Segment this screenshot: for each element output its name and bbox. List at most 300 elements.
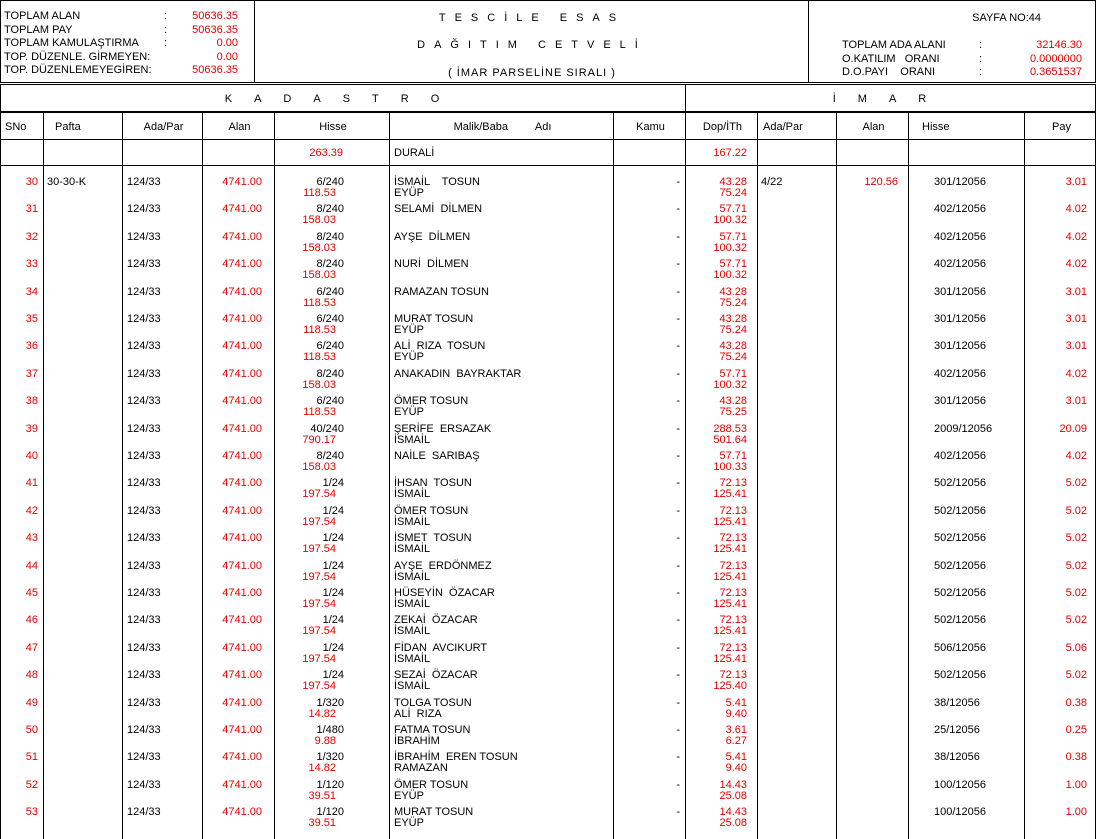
row-dop-area: 75.24 bbox=[719, 351, 747, 364]
row-hisse: 1/320 bbox=[316, 751, 344, 764]
row-imar-hisse: 301/12056 bbox=[934, 313, 986, 325]
row-dop: 72.13 bbox=[719, 669, 747, 682]
row-kamu: - bbox=[676, 450, 680, 462]
ada-info-row bbox=[842, 39, 1082, 53]
ada-info bbox=[810, 1, 1097, 84]
row-sno: 40 bbox=[25, 450, 38, 462]
row-pay: 3.01 bbox=[1065, 285, 1087, 298]
row-sno: 33 bbox=[25, 258, 38, 271]
summary-value: 0.00 bbox=[216, 37, 238, 49]
row-hisse-area: 158.03 bbox=[302, 269, 336, 282]
row-dop-area: 125.41 bbox=[713, 543, 747, 556]
row-imar-hisse: 100/12056 bbox=[934, 778, 986, 791]
row-owner-name: ANAKADIN BAYRAKTAR bbox=[394, 367, 522, 380]
row-hisse-area: 118.53 bbox=[303, 187, 336, 199]
row-alan: 4741.00 bbox=[222, 230, 262, 243]
row-imar-hisse: 506/12056 bbox=[934, 641, 986, 654]
row-ada-par: 124/33 bbox=[127, 806, 161, 819]
grid-line bbox=[1095, 112, 1096, 839]
row-hisse: 8/240 bbox=[316, 230, 344, 243]
row-hisse: 1/24 bbox=[322, 504, 344, 517]
row-sno: 31 bbox=[25, 203, 38, 216]
ada-info-label: O.KATILIM ORANI bbox=[842, 52, 940, 65]
row-dop-area: 125.41 bbox=[713, 515, 747, 528]
row-imar-hisse: 402/12056 bbox=[934, 230, 986, 243]
row-sno: 37 bbox=[25, 367, 38, 380]
row-kamu: - bbox=[676, 313, 680, 325]
row-kamu: - bbox=[676, 559, 680, 572]
col-hisse: Hisse bbox=[319, 121, 347, 133]
row-owner-name: İBRAHİM EREN TOSUN bbox=[394, 751, 518, 764]
section-kadastro-label: KADASTRO bbox=[224, 93, 462, 105]
row-hisse-area: 197.54 bbox=[302, 543, 336, 556]
row-dop-area: 6.27 bbox=[725, 735, 747, 747]
row-hisse-area: 39.51 bbox=[308, 817, 336, 830]
ada-info-colon: : bbox=[979, 66, 983, 78]
row-pay: 4.02 bbox=[1065, 367, 1087, 380]
row-ada-par: 124/33 bbox=[127, 313, 161, 325]
row-father-name: İSMAİL bbox=[394, 625, 431, 638]
row-hisse: 1/480 bbox=[316, 724, 344, 736]
row-kamu: - bbox=[676, 340, 680, 353]
row-hisse: 6/240 bbox=[316, 176, 344, 188]
row-ada-par: 124/33 bbox=[127, 751, 161, 764]
row-hisse-area: 158.03 bbox=[302, 461, 336, 473]
row-father-name: EYÜP bbox=[394, 789, 424, 802]
summary-label: TOPLAM ALAN bbox=[4, 10, 81, 22]
row-pay: 3.01 bbox=[1065, 340, 1087, 353]
row-alan: 4741.00 bbox=[222, 641, 262, 654]
row-sno: 38 bbox=[25, 395, 38, 408]
row-hisse: 6/240 bbox=[316, 313, 344, 325]
row-dop-area: 100.32 bbox=[713, 269, 747, 282]
col-imar-adapar: Ada/Par bbox=[763, 121, 803, 133]
grid-line bbox=[122, 112, 123, 839]
grid-line bbox=[757, 112, 758, 839]
row-imar-hisse: 502/12056 bbox=[934, 587, 986, 599]
row-dop-area: 75.24 bbox=[719, 324, 747, 336]
row-pay: 20.09 bbox=[1059, 422, 1087, 435]
row-alan: 4741.00 bbox=[222, 477, 262, 490]
row-hisse: 8/240 bbox=[316, 258, 344, 271]
row-pay: 5.02 bbox=[1065, 504, 1087, 517]
ada-info-row bbox=[842, 53, 1082, 67]
row-dop: 43.28 bbox=[719, 340, 747, 353]
row-ada-par: 124/33 bbox=[127, 340, 161, 353]
row-dop-area: 100.33 bbox=[713, 461, 747, 473]
row-father-name: RAMAZAN bbox=[394, 762, 448, 775]
summary-row bbox=[4, 10, 254, 24]
row-hisse-area: 197.54 bbox=[302, 598, 336, 610]
col-kamu: Kamu bbox=[636, 121, 665, 133]
row-dop: 43.28 bbox=[719, 176, 747, 188]
row-owner-name: İHSAN TOSUN bbox=[394, 477, 472, 490]
row-kamu: - bbox=[676, 724, 680, 736]
row-hisse-area: 158.03 bbox=[302, 214, 336, 227]
summary-label: TOP. DÜZENLEMEYEGİREN: bbox=[4, 64, 152, 76]
summary-value: 0.00 bbox=[216, 50, 238, 63]
row-hisse-area: 790.17 bbox=[302, 433, 336, 446]
row-hisse: 8/240 bbox=[316, 450, 344, 462]
summary-value: 50636.35 bbox=[192, 23, 238, 36]
row-kamu: - bbox=[676, 258, 680, 271]
row-hisse-area: 197.54 bbox=[302, 488, 336, 501]
row-sno: 32 bbox=[25, 230, 38, 243]
row-alan: 4741.00 bbox=[222, 532, 262, 545]
row-imar-hisse: 38/12056 bbox=[934, 696, 980, 709]
row-dop-area: 125.41 bbox=[713, 570, 747, 583]
row-kamu: - bbox=[676, 532, 680, 545]
row-hisse: 8/240 bbox=[316, 203, 344, 216]
ada-info-value: 0.0000000 bbox=[1030, 52, 1082, 65]
row-dop-area: 125.41 bbox=[713, 598, 747, 610]
row-pay: 5.02 bbox=[1065, 559, 1087, 572]
row-kamu: - bbox=[676, 614, 680, 627]
row-ada-par: 124/33 bbox=[127, 230, 161, 243]
row-pay: 4.02 bbox=[1065, 203, 1087, 216]
row-hisse-area: 197.54 bbox=[302, 652, 336, 665]
row-ada-par: 124/33 bbox=[127, 285, 161, 298]
row-imar-hisse: 402/12056 bbox=[934, 450, 986, 462]
row-pay: 5.02 bbox=[1065, 669, 1087, 682]
row-father-name: İBRAHİM bbox=[394, 735, 440, 747]
row-imar-alan: 120.56 bbox=[864, 176, 898, 188]
row-dop: 288.53 bbox=[713, 422, 747, 435]
row-dop: 72.13 bbox=[719, 559, 747, 572]
row-dop-area: 501.64 bbox=[713, 433, 747, 446]
row-imar-hisse: 402/12056 bbox=[934, 258, 986, 271]
row-hisse-area: 39.51 bbox=[308, 789, 336, 802]
row-kamu: - bbox=[676, 669, 680, 682]
row-pay: 5.02 bbox=[1065, 477, 1087, 490]
row-dop-area: 25.08 bbox=[719, 817, 747, 830]
row-owner-name: SEZAİ ÖZACAR bbox=[394, 669, 478, 682]
row-dop-area: 100.32 bbox=[713, 241, 747, 254]
row-father-name: EYÜP bbox=[394, 817, 424, 830]
row-dop: 57.71 bbox=[719, 230, 747, 243]
row-dop: 5.41 bbox=[725, 751, 747, 764]
row-hisse-area: 197.54 bbox=[302, 570, 336, 583]
row-sno: 45 bbox=[25, 587, 38, 599]
row-hisse: 1/24 bbox=[322, 641, 344, 654]
row-ada-par: 124/33 bbox=[127, 504, 161, 517]
first-row-name: DURALİ bbox=[394, 147, 435, 159]
row-alan: 4741.00 bbox=[222, 696, 262, 709]
row-dop-area: 125.40 bbox=[713, 680, 747, 693]
row-imar-hisse: 301/12056 bbox=[934, 340, 986, 353]
row-hisse: 6/240 bbox=[316, 340, 344, 353]
row-dop: 43.28 bbox=[719, 313, 747, 325]
row-dop: 14.43 bbox=[719, 778, 747, 791]
row-sno: 39 bbox=[25, 422, 38, 435]
col-imar-hisse: Hisse bbox=[922, 121, 950, 133]
row-ada-par: 124/33 bbox=[127, 477, 161, 490]
row-hisse-area: 197.54 bbox=[302, 515, 336, 528]
row-father-name: EYÜP bbox=[394, 406, 424, 419]
row-hisse-area: 158.03 bbox=[302, 241, 336, 254]
section-kadastro bbox=[0, 84, 686, 112]
grid-line bbox=[836, 112, 837, 839]
summary-row bbox=[4, 24, 254, 38]
summary-value: 50636.35 bbox=[192, 10, 238, 22]
row-alan: 4741.00 bbox=[222, 587, 262, 599]
row-dop-area: 125.41 bbox=[713, 625, 747, 638]
row-ada-par: 124/33 bbox=[127, 614, 161, 627]
row-pay: 4.02 bbox=[1065, 230, 1087, 243]
row-owner-name: NURİ DİLMEN bbox=[394, 258, 469, 271]
summary-label: TOP. DÜZENLE. GİRMEYEN: bbox=[4, 50, 151, 63]
row-owner-name: FİDAN AVCIKURT bbox=[394, 641, 488, 654]
row-imar-ada-par: 4/22 bbox=[761, 176, 783, 188]
row-imar-hisse: 301/12056 bbox=[934, 285, 986, 298]
row-owner-name: ÖMER TOSUN bbox=[394, 778, 469, 791]
row-kamu: - bbox=[676, 477, 680, 490]
row-pay: 5.06 bbox=[1065, 641, 1087, 654]
summary-row bbox=[4, 51, 254, 65]
grid-line bbox=[908, 112, 909, 839]
row-hisse: 1/120 bbox=[316, 806, 344, 819]
row-kamu: - bbox=[676, 367, 680, 380]
row-dop-area: 125.41 bbox=[713, 652, 747, 665]
row-hisse-area: 158.03 bbox=[302, 378, 336, 391]
row-sno: 43 bbox=[25, 532, 38, 545]
row-owner-name: ŞERİFE ERSAZAK bbox=[394, 422, 492, 435]
row-father-name: EYÜP bbox=[394, 187, 424, 199]
row-imar-hisse: 502/12056 bbox=[934, 669, 986, 682]
row-kamu: - bbox=[676, 778, 680, 791]
row-owner-name: ÖMER TOSUN bbox=[394, 504, 469, 517]
row-hisse: 40/240 bbox=[310, 422, 344, 435]
row-imar-hisse: 502/12056 bbox=[934, 614, 986, 627]
grid-line bbox=[0, 165, 1096, 166]
row-pay: 5.02 bbox=[1065, 614, 1087, 627]
row-ada-par: 124/33 bbox=[127, 669, 161, 682]
row-hisse-area: 14.82 bbox=[308, 707, 336, 720]
row-dop: 57.71 bbox=[719, 367, 747, 380]
row-owner-name: İSMAİL TOSUN bbox=[394, 176, 480, 188]
row-ada-par: 124/33 bbox=[127, 450, 161, 462]
row-ada-par: 124/33 bbox=[127, 258, 161, 271]
row-pay: 3.01 bbox=[1065, 176, 1087, 188]
col-imar-alan: Alan bbox=[862, 121, 885, 133]
row-alan: 4741.00 bbox=[222, 450, 262, 462]
first-row-dop: 167.22 bbox=[713, 147, 747, 159]
section-imar-label: İMAR bbox=[832, 93, 949, 105]
summary-label: TOPLAM KAMULAŞTIRMA bbox=[4, 37, 139, 49]
summary-value: 50636.35 bbox=[192, 64, 238, 76]
row-dop: 43.28 bbox=[719, 285, 747, 298]
row-dop: 3.61 bbox=[725, 724, 747, 736]
row-alan: 4741.00 bbox=[222, 751, 262, 764]
row-pafta: 30-30-K bbox=[47, 176, 87, 188]
row-ada-par: 124/33 bbox=[127, 641, 161, 654]
row-hisse: 1/24 bbox=[322, 559, 344, 572]
grid-line bbox=[389, 112, 390, 839]
page-number: SAYFA NO:44 bbox=[972, 12, 1041, 24]
col-alan: Alan bbox=[228, 121, 251, 133]
report-header bbox=[0, 0, 1096, 83]
row-father-name: EYÜP bbox=[394, 351, 424, 364]
row-hisse: 1/24 bbox=[322, 587, 344, 599]
row-imar-hisse: 502/12056 bbox=[934, 532, 986, 545]
row-father-name: İSMAİL bbox=[394, 488, 431, 501]
row-pay: 5.02 bbox=[1065, 532, 1087, 545]
row-ada-par: 124/33 bbox=[127, 176, 161, 188]
row-imar-hisse: 2009/12056 bbox=[934, 422, 993, 435]
row-father-name: EYÜP bbox=[394, 324, 424, 336]
row-imar-hisse: 100/12056 bbox=[934, 806, 986, 819]
row-kamu: - bbox=[676, 751, 680, 764]
row-imar-hisse: 402/12056 bbox=[934, 203, 986, 216]
row-sno: 44 bbox=[25, 559, 38, 572]
col-pafta: Pafta bbox=[55, 121, 81, 133]
col-pay: Pay bbox=[1052, 121, 1071, 133]
row-dop-area: 9.40 bbox=[725, 762, 747, 775]
row-dop: 72.13 bbox=[719, 587, 747, 599]
row-dop: 72.13 bbox=[719, 532, 747, 545]
row-imar-hisse: 301/12056 bbox=[934, 395, 986, 408]
row-dop-area: 100.32 bbox=[713, 378, 747, 391]
header-divider bbox=[808, 1, 809, 83]
row-father-name: İSMAİL bbox=[394, 680, 431, 693]
row-kamu: - bbox=[676, 285, 680, 298]
row-ada-par: 124/33 bbox=[127, 422, 161, 435]
row-kamu: - bbox=[676, 696, 680, 709]
row-alan: 4741.00 bbox=[222, 559, 262, 572]
row-imar-hisse: 38/12056 bbox=[934, 751, 980, 764]
row-kamu: - bbox=[676, 176, 680, 188]
row-owner-name: SELAMİ DİLMEN bbox=[394, 203, 483, 216]
row-alan: 4741.00 bbox=[222, 340, 262, 353]
row-pay: 0.38 bbox=[1065, 751, 1087, 764]
row-hisse: 8/240 bbox=[316, 367, 344, 380]
row-owner-name: ALİ RIZA TOSUN bbox=[394, 340, 486, 353]
row-alan: 4741.00 bbox=[222, 395, 262, 408]
row-owner-name: AYŞE ERDÖNMEZ bbox=[394, 559, 492, 572]
summary-colon: : bbox=[164, 10, 168, 22]
row-sno: 34 bbox=[25, 285, 38, 298]
ada-info-label: D.O.PAYI ORANI bbox=[842, 66, 936, 78]
row-ada-par: 124/33 bbox=[127, 395, 161, 408]
row-owner-name: AYŞE DİLMEN bbox=[394, 230, 471, 243]
row-kamu: - bbox=[676, 395, 680, 408]
row-dop: 57.71 bbox=[719, 203, 747, 216]
row-sno: 46 bbox=[25, 614, 38, 627]
summary-totals bbox=[4, 10, 254, 78]
row-sno: 47 bbox=[25, 641, 38, 654]
row-father-name: İSMAİL bbox=[394, 433, 431, 446]
summary-row bbox=[4, 64, 254, 78]
row-hisse-area: 118.53 bbox=[303, 296, 336, 309]
row-owner-name: İSMET TOSUN bbox=[394, 532, 472, 545]
row-kamu: - bbox=[676, 422, 680, 435]
ada-info-value: 32146.30 bbox=[1036, 39, 1082, 51]
row-owner-name: TOLGA TOSUN bbox=[394, 696, 472, 709]
row-kamu: - bbox=[676, 504, 680, 517]
row-dop: 14.43 bbox=[719, 806, 747, 819]
row-kamu: - bbox=[676, 806, 680, 819]
row-ada-par: 124/33 bbox=[127, 203, 161, 216]
row-father-name: İSMAİL bbox=[394, 543, 431, 556]
row-sno: 51 bbox=[25, 751, 38, 764]
summary-colon: : bbox=[164, 37, 168, 49]
ada-info-colon: : bbox=[979, 52, 983, 65]
row-sno: 50 bbox=[25, 724, 38, 736]
row-father-name: İSMAİL bbox=[394, 598, 431, 610]
row-sno: 41 bbox=[25, 477, 38, 490]
row-dop: 72.13 bbox=[719, 614, 747, 627]
col-malik: Malik/Baba Adı bbox=[453, 121, 552, 133]
row-sno: 42 bbox=[25, 504, 38, 517]
row-alan: 4741.00 bbox=[222, 367, 262, 380]
row-sno: 52 bbox=[25, 778, 38, 791]
row-pay: 0.25 bbox=[1065, 724, 1087, 736]
title-line-1: TESCİLE ESAS bbox=[438, 12, 626, 24]
row-dop: 57.71 bbox=[719, 450, 747, 462]
row-hisse: 1/320 bbox=[316, 696, 344, 709]
row-dop-area: 100.32 bbox=[713, 214, 747, 227]
row-dop-area: 75.25 bbox=[719, 406, 747, 419]
row-alan: 4741.00 bbox=[222, 806, 262, 819]
col-adapar: Ada/Par bbox=[143, 121, 184, 133]
row-ada-par: 124/33 bbox=[127, 532, 161, 545]
row-owner-name: ZEKAİ ÖZACAR bbox=[394, 614, 478, 627]
row-owner-name: HÜSEYİN ÖZACAR bbox=[394, 587, 495, 599]
title-line-2: DAĞITIM CETVELİ bbox=[417, 39, 647, 51]
row-owner-name: ÖMER TOSUN bbox=[394, 395, 469, 408]
row-pay: 4.02 bbox=[1065, 450, 1087, 462]
row-sno: 36 bbox=[25, 340, 38, 353]
row-pay: 4.02 bbox=[1065, 258, 1087, 271]
row-hisse: 1/24 bbox=[322, 669, 344, 682]
row-imar-hisse: 402/12056 bbox=[934, 367, 986, 380]
row-ada-par: 124/33 bbox=[127, 696, 161, 709]
column-header-row bbox=[0, 112, 1096, 140]
row-alan: 4741.00 bbox=[222, 203, 262, 216]
title-line-3: ( İMAR PARSELİNE SIRALI ) bbox=[448, 67, 616, 79]
row-dop-area: 9.40 bbox=[725, 707, 747, 720]
row-hisse: 1/24 bbox=[322, 477, 344, 490]
grid-line bbox=[0, 112, 1, 839]
row-dop: 57.71 bbox=[719, 258, 747, 271]
row-owner-name: NAİLE SARIBAŞ bbox=[394, 450, 480, 462]
row-ada-par: 124/33 bbox=[127, 587, 161, 599]
col-dopith: Dop/İTh bbox=[702, 121, 743, 133]
row-dop: 5.41 bbox=[725, 696, 747, 709]
row-pay: 1.00 bbox=[1065, 806, 1087, 819]
row-alan: 4741.00 bbox=[222, 176, 262, 188]
row-father-name: İSMAİL bbox=[394, 515, 431, 528]
row-pay: 1.00 bbox=[1065, 778, 1087, 791]
row-sno: 48 bbox=[25, 669, 38, 682]
row-alan: 4741.00 bbox=[222, 614, 262, 627]
row-sno: 30 bbox=[25, 176, 38, 188]
row-kamu: - bbox=[676, 203, 680, 216]
row-imar-hisse: 502/12056 bbox=[934, 504, 986, 517]
row-alan: 4741.00 bbox=[222, 422, 262, 435]
row-hisse-area: 118.53 bbox=[303, 324, 336, 336]
row-alan: 4741.00 bbox=[222, 669, 262, 682]
col-sno: SNo bbox=[5, 121, 27, 133]
summary-row bbox=[4, 37, 254, 51]
first-row-hisse: 263.39 bbox=[309, 147, 343, 159]
summary-label: TOPLAM PAY bbox=[4, 23, 73, 36]
row-ada-par: 124/33 bbox=[127, 724, 161, 736]
row-imar-hisse: 25/12056 bbox=[934, 724, 980, 736]
row-alan: 4741.00 bbox=[222, 313, 262, 325]
row-ada-par: 124/33 bbox=[127, 778, 161, 791]
ada-info-label: TOPLAM ADA ALANI bbox=[842, 39, 946, 51]
